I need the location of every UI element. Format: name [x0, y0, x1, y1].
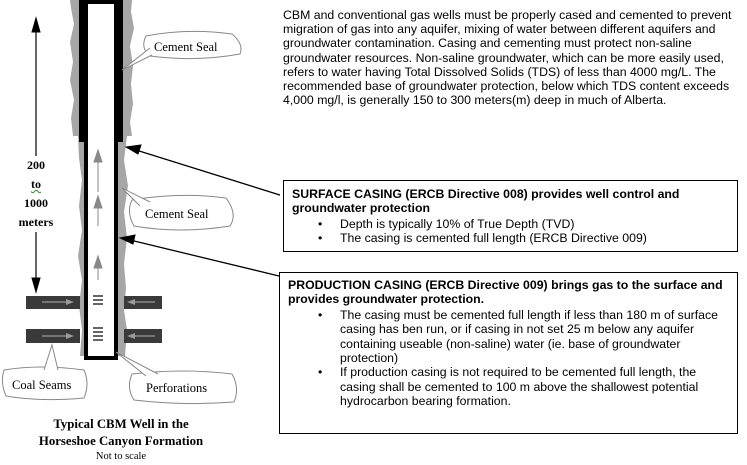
list-item: • Depth is typically 10% of True Depth (TVD): [340, 217, 737, 231]
perforations-label: Perforations: [146, 381, 208, 395]
intro-paragraph: CBM and conventional gas wells must be properly cased and cemented to prevent migration of gas into any aquifer, mixing of water between different aquifers and groundwater contamination. Casing and cementing must protect non-saline groundwater resources. Non-saline groundwater, which can be more easily used, refers to water having Total Dissolved Solids (TDS) of less than 4000 mg/L. The recommended base of groundwater protection, below which TDS content exceeds 4,000 mg/l, is generally 150 to 300 meters(m) deep in much of Alberta.: [283, 8, 732, 108]
production-casing-list: [288, 308, 737, 409]
list-item: • The casing must be cemented full length if less than 180 m of surface casing has ben run, or if casing in not set 25 m below any aquifer containing useable (non-saline) water (ie. base of groundwater protection): [340, 308, 729, 366]
surface-casing-box: [283, 180, 738, 252]
surface-casing-heading: SURFACE CASING (ERCB Directive 008) provides well control and groundwater protection: [292, 187, 680, 216]
production-casing-pointer: [120, 235, 279, 276]
cement-seal-lower-label: Cement Seal: [145, 207, 209, 221]
cement-seal-upper-label: Cement Seal: [154, 40, 218, 54]
list-item: • If production casing is not required to be cemented full length, the casing shall be cemented to 100 m above the shallowest potential hydrocarbon bearing formation.: [340, 365, 729, 408]
surface-casing-right-wall: [118, 0, 123, 142]
surface-casing-left-wall: [79, 0, 84, 142]
coal-seams-label: Coal Seams: [12, 378, 72, 392]
depth-dimension-arrow: [32, 18, 40, 292]
depth-label: 200 to 1000 meters: [18, 156, 54, 232]
list-item: • The casing is cemented full length (ERCB Directive 009): [340, 231, 737, 245]
caption-note: Not to scale: [95, 451, 147, 462]
production-casing-heading: PRODUCTION CASING (ERCB Directive 009) brings gas to the surface and provides groundwater protection.: [288, 278, 723, 307]
production-casing-box: [279, 272, 738, 434]
surface-casing-list: [292, 217, 737, 246]
surface-casing-pointer: [126, 145, 280, 196]
caption-title-line1: Typical CBM Well in the: [53, 417, 189, 431]
caption-title-line2: Horseshoe Canyon Formation: [38, 434, 204, 448]
well-diagram: [0, 0, 280, 465]
figure-caption: [10, 416, 232, 463]
